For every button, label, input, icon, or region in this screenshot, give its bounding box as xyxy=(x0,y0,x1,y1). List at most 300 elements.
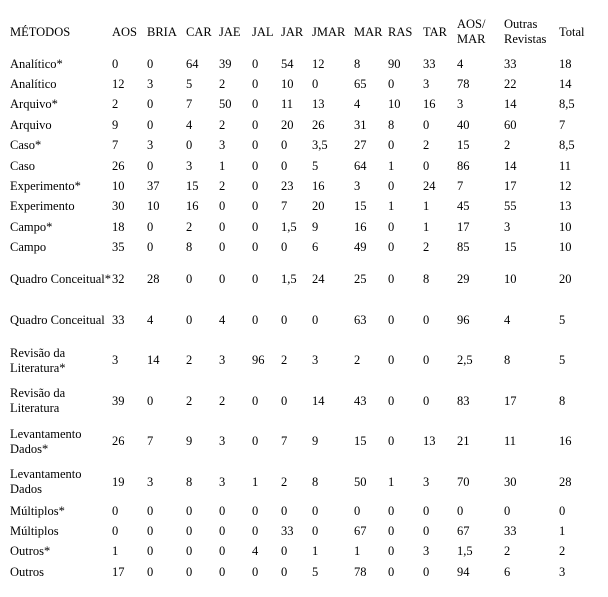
table-row xyxy=(10,197,598,217)
value-cell: 21 xyxy=(457,434,470,449)
value-cell: 12 xyxy=(559,179,572,194)
value-cell: 3 xyxy=(423,77,430,92)
value-cell: 13 xyxy=(559,199,572,214)
value-cell: 4 xyxy=(252,544,259,559)
value-cell: 2 xyxy=(112,97,119,112)
table-row xyxy=(10,115,598,135)
value-cell: 12 xyxy=(312,56,325,71)
value-cell: 10 xyxy=(559,240,572,255)
value-cell: 3 xyxy=(219,434,226,449)
value-cell: 18 xyxy=(112,219,125,234)
value-cell: 5 xyxy=(559,353,566,368)
value-cell: 85 xyxy=(457,240,470,255)
value-cell: 3 xyxy=(147,77,154,92)
value-cell: 2 xyxy=(219,77,226,92)
value-cell: 20 xyxy=(559,272,572,287)
value-cell: 1 xyxy=(559,523,566,538)
value-cell: 8 xyxy=(504,353,511,368)
method-name-cell: Analítico* xyxy=(10,56,63,71)
value-cell: 0 xyxy=(252,56,259,71)
value-cell: 2 xyxy=(186,393,193,408)
value-cell: 9 xyxy=(312,434,319,449)
value-cell: 26 xyxy=(112,434,125,449)
value-cell: 0 xyxy=(388,77,395,92)
table-row xyxy=(10,95,598,115)
value-cell: 16 xyxy=(186,199,199,214)
value-cell: 0 xyxy=(147,523,154,538)
value-cell: 0 xyxy=(147,56,154,71)
value-cell: 0 xyxy=(559,503,566,518)
value-cell: 49 xyxy=(354,240,367,255)
value-cell: 3 xyxy=(219,474,226,489)
value-cell: 2 xyxy=(504,544,511,559)
value-cell: 20 xyxy=(281,117,294,132)
table-row xyxy=(10,176,598,196)
value-cell: 0 xyxy=(252,272,259,287)
table-body xyxy=(10,54,598,582)
value-cell: 1 xyxy=(388,199,395,214)
value-cell: 9 xyxy=(112,117,119,132)
value-cell: 6 xyxy=(504,564,511,579)
value-cell: 16 xyxy=(423,97,436,112)
value-cell: 22 xyxy=(504,77,517,92)
value-cell: 0 xyxy=(147,158,154,173)
value-cell: 96 xyxy=(457,312,470,327)
value-cell: 2 xyxy=(423,240,430,255)
value-cell: 0 xyxy=(112,503,119,518)
value-cell: 10 xyxy=(147,199,160,214)
value-cell: 96 xyxy=(252,353,265,368)
value-cell: 1,5 xyxy=(457,544,473,559)
value-cell: 15 xyxy=(504,240,517,255)
value-cell: 0 xyxy=(219,199,226,214)
value-cell: 0 xyxy=(423,117,430,132)
value-cell: 86 xyxy=(457,158,470,173)
value-cell: 2 xyxy=(281,474,288,489)
value-cell: 0 xyxy=(388,179,395,194)
method-name-cell: Campo xyxy=(10,240,47,255)
value-cell: 14 xyxy=(559,77,572,92)
value-cell: 17 xyxy=(504,393,517,408)
value-cell: 17 xyxy=(457,219,470,234)
value-cell: 3,5 xyxy=(312,138,328,153)
value-cell: 2 xyxy=(559,544,566,559)
header-cell: BRIA xyxy=(147,24,177,39)
value-cell: 3 xyxy=(219,138,226,153)
value-cell: 2 xyxy=(504,138,511,153)
value-cell: 1 xyxy=(312,544,319,559)
value-cell: 0 xyxy=(219,272,226,287)
header-row xyxy=(10,10,598,54)
value-cell: 11 xyxy=(281,97,294,112)
value-cell: 50 xyxy=(354,474,367,489)
value-cell: 33 xyxy=(423,56,436,71)
value-cell: 90 xyxy=(388,56,401,71)
value-cell: 8 xyxy=(559,393,566,408)
value-cell: 0 xyxy=(147,564,154,579)
value-cell: 78 xyxy=(457,77,470,92)
value-cell: 29 xyxy=(457,272,470,287)
value-cell: 0 xyxy=(252,564,259,579)
value-cell: 18 xyxy=(559,56,572,71)
value-cell: 5 xyxy=(186,77,193,92)
method-name-cell: Campo* xyxy=(10,219,53,234)
value-cell: 8 xyxy=(423,272,430,287)
table-row xyxy=(10,420,598,461)
value-cell: 9 xyxy=(312,219,319,234)
value-cell: 0 xyxy=(423,312,430,327)
header-cell: CAR xyxy=(186,24,212,39)
value-cell: 0 xyxy=(219,240,226,255)
value-cell: 11 xyxy=(504,434,517,449)
table-row xyxy=(10,379,598,420)
value-cell: 0 xyxy=(281,240,288,255)
value-cell: 0 xyxy=(186,564,193,579)
table-row xyxy=(10,298,598,339)
value-cell: 15 xyxy=(186,179,199,194)
value-cell: 6 xyxy=(312,240,319,255)
value-cell: 8 xyxy=(354,56,361,71)
value-cell: 0 xyxy=(504,503,511,518)
value-cell: 0 xyxy=(388,544,395,559)
value-cell: 1 xyxy=(388,158,395,173)
value-cell: 0 xyxy=(423,393,430,408)
value-cell: 15 xyxy=(354,434,367,449)
value-cell: 2 xyxy=(281,353,288,368)
value-cell: 0 xyxy=(388,138,395,153)
value-cell: 1,5 xyxy=(281,272,297,287)
value-cell: 0 xyxy=(147,219,154,234)
value-cell: 3 xyxy=(559,564,566,579)
value-cell: 0 xyxy=(281,503,288,518)
value-cell: 2 xyxy=(219,179,226,194)
value-cell: 0 xyxy=(112,523,119,538)
value-cell: 14 xyxy=(504,97,517,112)
value-cell: 39 xyxy=(112,393,125,408)
value-cell: 0 xyxy=(252,158,259,173)
value-cell: 0 xyxy=(252,240,259,255)
value-cell: 37 xyxy=(147,179,160,194)
value-cell: 50 xyxy=(219,97,232,112)
value-cell: 33 xyxy=(504,523,517,538)
header-cell: JAE xyxy=(219,24,241,39)
value-cell: 65 xyxy=(354,77,367,92)
header-cell: JAR xyxy=(281,24,304,39)
table-row xyxy=(10,501,598,521)
value-cell: 43 xyxy=(354,393,367,408)
value-cell: 67 xyxy=(457,523,470,538)
method-name-cell: Caso* xyxy=(10,138,42,153)
value-cell: 3 xyxy=(147,138,154,153)
value-cell: 3 xyxy=(457,97,464,112)
value-cell: 60 xyxy=(504,117,517,132)
value-cell: 0 xyxy=(252,138,259,153)
value-cell: 64 xyxy=(186,56,199,71)
header-cell: RAS xyxy=(388,24,413,39)
value-cell: 0 xyxy=(423,564,430,579)
value-cell: 0 xyxy=(147,503,154,518)
value-cell: 0 xyxy=(186,523,193,538)
method-name-cell: Múltiplos* xyxy=(10,503,65,518)
value-cell: 14 xyxy=(504,158,517,173)
value-cell: 0 xyxy=(147,393,154,408)
value-cell: 3 xyxy=(147,474,154,489)
value-cell: 4 xyxy=(147,312,154,327)
value-cell: 1 xyxy=(423,199,430,214)
value-cell: 10 xyxy=(388,97,401,112)
value-cell: 0 xyxy=(252,77,259,92)
table-row xyxy=(10,54,598,74)
header-cell: MÉTODOS xyxy=(10,24,71,39)
value-cell: 0 xyxy=(388,312,395,327)
value-cell: 26 xyxy=(112,158,125,173)
value-cell: 1,5 xyxy=(281,219,297,234)
value-cell: 0 xyxy=(147,544,154,559)
value-cell: 7 xyxy=(559,117,566,132)
value-cell: 0 xyxy=(388,272,395,287)
value-cell: 0 xyxy=(252,312,259,327)
value-cell: 0 xyxy=(457,503,464,518)
value-cell: 0 xyxy=(219,523,226,538)
value-cell: 0 xyxy=(186,272,193,287)
value-cell: 13 xyxy=(312,97,325,112)
value-cell: 0 xyxy=(388,564,395,579)
header-cell: AOS/ MAR xyxy=(457,17,486,46)
value-cell: 1 xyxy=(354,544,361,559)
value-cell: 0 xyxy=(252,117,259,132)
value-cell: 11 xyxy=(559,158,572,173)
value-cell: 0 xyxy=(252,199,259,214)
value-cell: 35 xyxy=(112,240,125,255)
value-cell: 0 xyxy=(252,219,259,234)
value-cell: 70 xyxy=(457,474,470,489)
value-cell: 0 xyxy=(219,219,226,234)
value-cell: 5 xyxy=(312,564,319,579)
value-cell: 4 xyxy=(504,312,511,327)
value-cell: 7 xyxy=(281,199,288,214)
value-cell: 5 xyxy=(312,158,319,173)
value-cell: 0 xyxy=(312,77,319,92)
value-cell: 10 xyxy=(559,219,572,234)
value-cell: 16 xyxy=(559,434,572,449)
value-cell: 55 xyxy=(504,199,517,214)
value-cell: 28 xyxy=(147,272,160,287)
value-cell: 8,5 xyxy=(559,97,575,112)
value-cell: 0 xyxy=(252,523,259,538)
value-cell: 30 xyxy=(504,474,517,489)
table-row xyxy=(10,74,598,94)
value-cell: 0 xyxy=(354,503,361,518)
table-row xyxy=(10,460,598,501)
value-cell: 4 xyxy=(219,312,226,327)
method-name-cell: Caso xyxy=(10,158,35,173)
value-cell: 45 xyxy=(457,199,470,214)
value-cell: 4 xyxy=(186,117,193,132)
value-cell: 0 xyxy=(281,544,288,559)
value-cell: 0 xyxy=(252,393,259,408)
value-cell: 8 xyxy=(388,117,395,132)
value-cell: 0 xyxy=(219,503,226,518)
value-cell: 10 xyxy=(281,77,294,92)
table-row xyxy=(10,136,598,156)
value-cell: 15 xyxy=(354,199,367,214)
value-cell: 17 xyxy=(112,564,125,579)
value-cell: 0 xyxy=(252,97,259,112)
value-cell: 0 xyxy=(423,523,430,538)
table-row xyxy=(10,521,598,541)
value-cell: 2 xyxy=(186,353,193,368)
header-cell: AOS xyxy=(112,24,138,39)
header-cell: Outras Revistas xyxy=(504,17,547,46)
value-cell: 28 xyxy=(559,474,572,489)
value-cell: 3 xyxy=(504,219,511,234)
method-name-cell: Levantamento Dados* xyxy=(10,426,82,456)
value-cell: 0 xyxy=(388,393,395,408)
value-cell: 2 xyxy=(423,138,430,153)
value-cell: 1 xyxy=(252,474,259,489)
value-cell: 27 xyxy=(354,138,367,153)
table-row xyxy=(10,562,598,582)
value-cell: 0 xyxy=(281,564,288,579)
value-cell: 7 xyxy=(112,138,119,153)
method-name-cell: Quadro Conceitual* xyxy=(10,272,112,287)
method-name-cell: Levantamento Dados xyxy=(10,467,82,497)
value-cell: 0 xyxy=(388,523,395,538)
value-cell: 0 xyxy=(112,56,119,71)
value-cell: 0 xyxy=(252,434,259,449)
value-cell: 10 xyxy=(504,272,517,287)
value-cell: 24 xyxy=(312,272,325,287)
method-name-cell: Arquivo* xyxy=(10,97,58,112)
value-cell: 5 xyxy=(559,312,566,327)
value-cell: 14 xyxy=(312,393,325,408)
value-cell: 17 xyxy=(504,179,517,194)
value-cell: 23 xyxy=(281,179,294,194)
method-name-cell: Analítico xyxy=(10,77,57,92)
value-cell: 2 xyxy=(219,117,226,132)
method-name-cell: Revisão da Literatura* xyxy=(10,345,66,375)
value-cell: 16 xyxy=(354,219,367,234)
value-cell: 8 xyxy=(186,240,193,255)
value-cell: 94 xyxy=(457,564,470,579)
value-cell: 0 xyxy=(186,544,193,559)
value-cell: 15 xyxy=(457,138,470,153)
value-cell: 0 xyxy=(252,179,259,194)
value-cell: 0 xyxy=(423,353,430,368)
value-cell: 2,5 xyxy=(457,353,473,368)
method-name-cell: Múltiplos xyxy=(10,523,59,538)
value-cell: 0 xyxy=(423,158,430,173)
value-cell: 0 xyxy=(147,240,154,255)
value-cell: 0 xyxy=(388,353,395,368)
value-cell: 1 xyxy=(219,158,226,173)
header-cell: Total xyxy=(559,24,585,39)
value-cell: 8 xyxy=(312,474,319,489)
value-cell: 3 xyxy=(112,353,119,368)
table-row xyxy=(10,217,598,237)
value-cell: 16 xyxy=(312,179,325,194)
value-cell: 20 xyxy=(312,199,325,214)
value-cell: 39 xyxy=(219,56,232,71)
value-cell: 0 xyxy=(219,564,226,579)
value-cell: 67 xyxy=(354,523,367,538)
value-cell: 0 xyxy=(388,434,395,449)
header-cell: TAR xyxy=(423,24,447,39)
value-cell: 8,5 xyxy=(559,138,575,153)
value-cell: 1 xyxy=(423,219,430,234)
value-cell: 33 xyxy=(281,523,294,538)
value-cell: 0 xyxy=(312,503,319,518)
value-cell: 0 xyxy=(219,544,226,559)
value-cell: 31 xyxy=(354,117,367,132)
value-cell: 30 xyxy=(112,199,125,214)
method-name-cell: Experimento* xyxy=(10,179,81,194)
value-cell: 0 xyxy=(312,523,319,538)
value-cell: 13 xyxy=(423,434,436,449)
method-name-cell: Outros xyxy=(10,564,45,579)
value-cell: 0 xyxy=(186,312,193,327)
value-cell: 3 xyxy=(186,158,193,173)
value-cell: 25 xyxy=(354,272,367,287)
method-name-cell: Revisão da Literatura xyxy=(10,386,66,416)
value-cell: 26 xyxy=(312,117,325,132)
value-cell: 1 xyxy=(112,544,119,559)
value-cell: 7 xyxy=(457,179,464,194)
value-cell: 2 xyxy=(186,219,193,234)
value-cell: 7 xyxy=(186,97,193,112)
value-cell: 4 xyxy=(354,97,361,112)
table-row xyxy=(10,156,598,176)
value-cell: 33 xyxy=(112,312,125,327)
table-row xyxy=(10,339,598,380)
value-cell: 1 xyxy=(388,474,395,489)
value-cell: 32 xyxy=(112,272,125,287)
value-cell: 19 xyxy=(112,474,125,489)
methods-table xyxy=(10,10,598,582)
value-cell: 78 xyxy=(354,564,367,579)
value-cell: 83 xyxy=(457,393,470,408)
value-cell: 0 xyxy=(388,219,395,234)
value-cell: 0 xyxy=(186,503,193,518)
value-cell: 2 xyxy=(219,393,226,408)
value-cell: 24 xyxy=(423,179,436,194)
header-cell: JMAR xyxy=(312,24,346,39)
value-cell: 3 xyxy=(354,179,361,194)
value-cell: 10 xyxy=(112,179,125,194)
value-cell: 0 xyxy=(388,503,395,518)
value-cell: 0 xyxy=(281,138,288,153)
value-cell: 63 xyxy=(354,312,367,327)
value-cell: 14 xyxy=(147,353,160,368)
value-cell: 7 xyxy=(147,434,154,449)
value-cell: 3 xyxy=(423,474,430,489)
value-cell: 0 xyxy=(252,503,259,518)
method-name-cell: Quadro Conceitual xyxy=(10,312,105,327)
value-cell: 0 xyxy=(312,312,319,327)
value-cell: 0 xyxy=(281,158,288,173)
value-cell: 33 xyxy=(504,56,517,71)
value-cell: 64 xyxy=(354,158,367,173)
method-name-cell: Arquivo xyxy=(10,117,52,132)
value-cell: 3 xyxy=(423,544,430,559)
value-cell: 0 xyxy=(147,117,154,132)
value-cell: 0 xyxy=(281,393,288,408)
value-cell: 3 xyxy=(219,353,226,368)
table-row xyxy=(10,238,598,258)
value-cell: 0 xyxy=(186,138,193,153)
value-cell: 2 xyxy=(354,353,361,368)
value-cell: 54 xyxy=(281,56,294,71)
